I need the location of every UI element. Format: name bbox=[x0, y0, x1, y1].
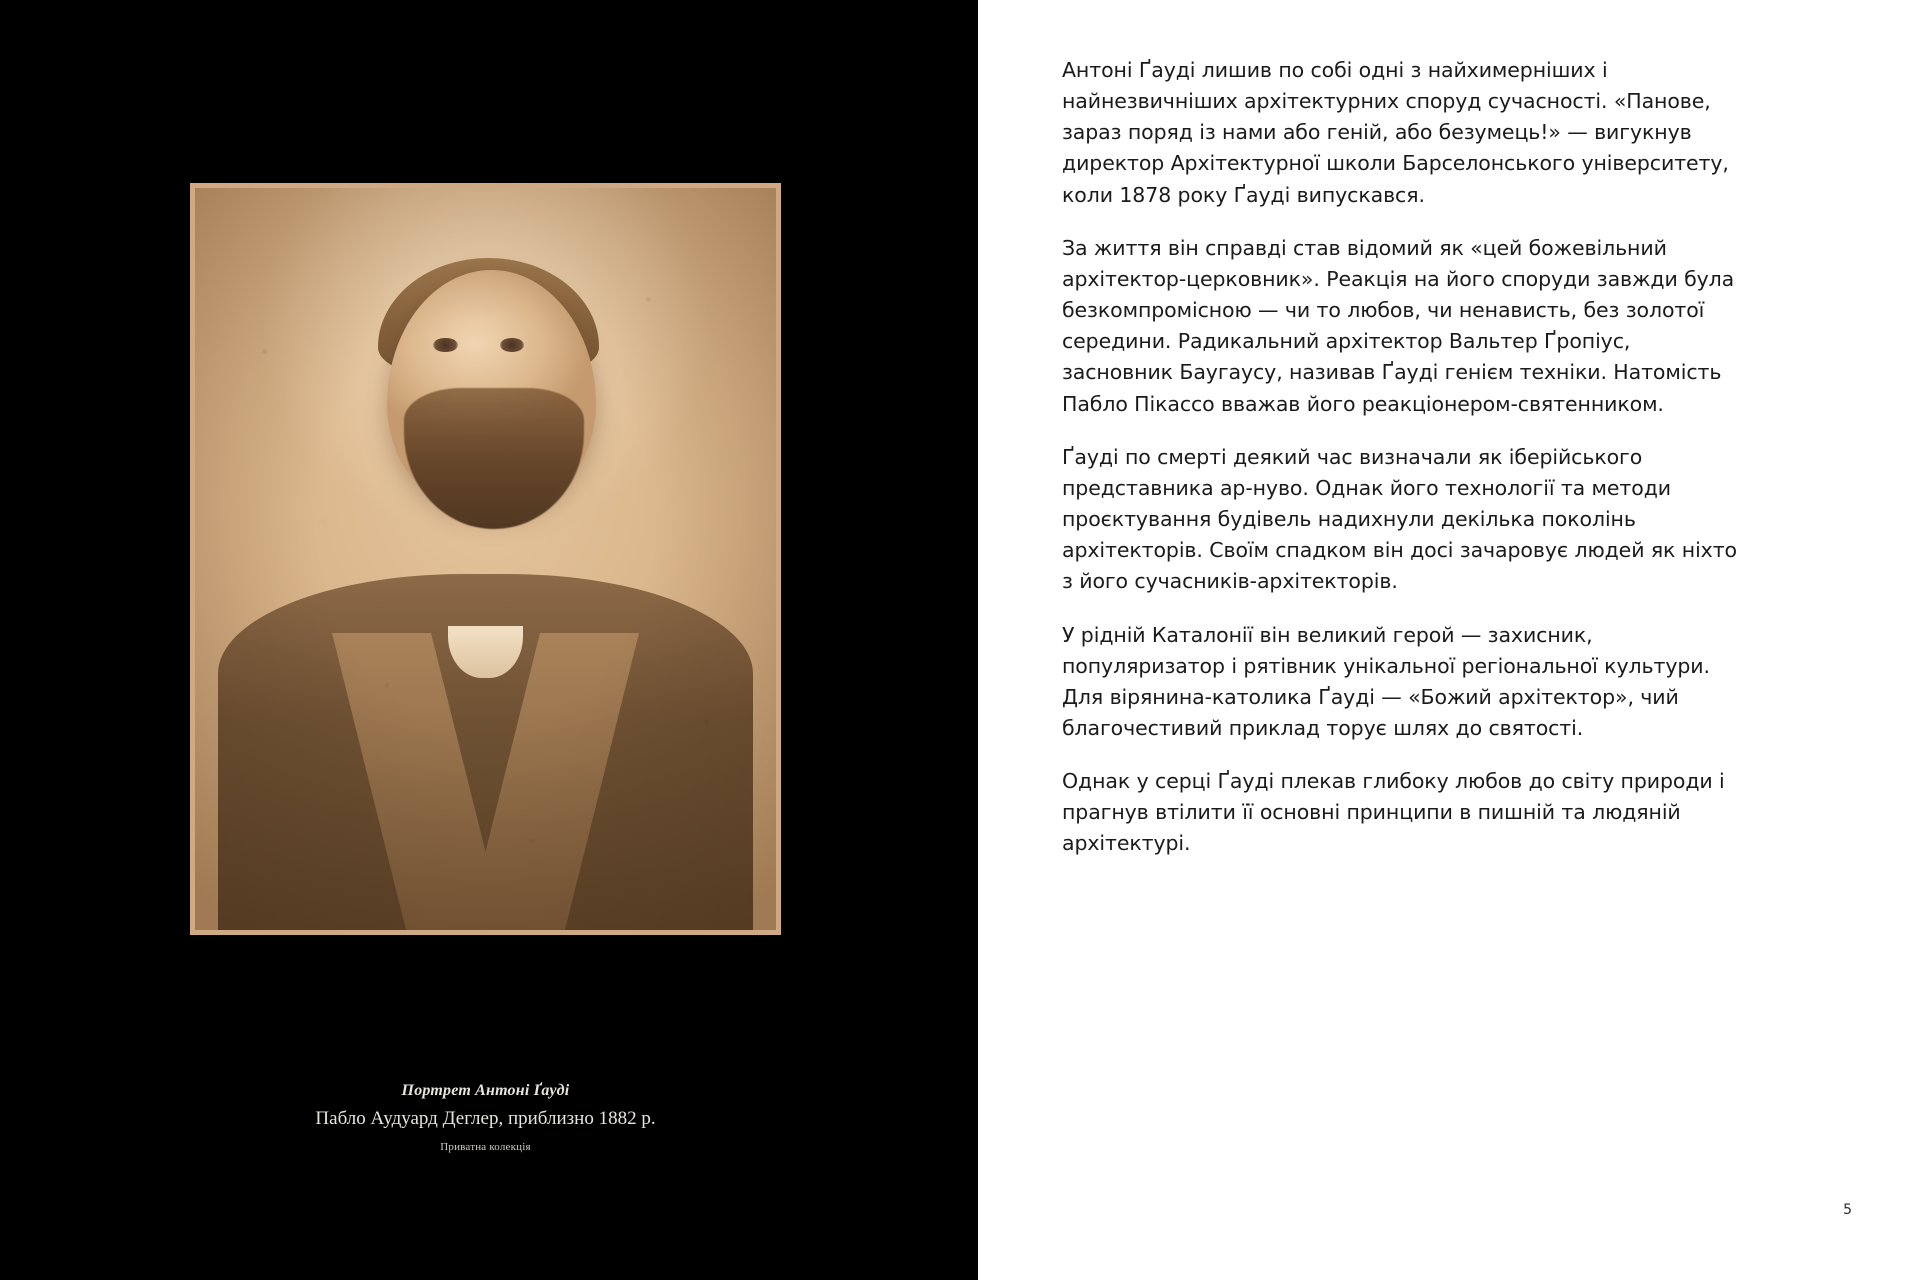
paragraph: Однак у серці Ґауді плекав глибоку любов до світу природи і прагнув втілити її основні принципи в пишній та людяній архітектурі. bbox=[1062, 769, 1725, 856]
right-page bbox=[978, 0, 1920, 1280]
caption-source: Приватна колекція bbox=[440, 1141, 531, 1154]
paragraph: За життя він справді став відомий як «цей божевільний архітектор-церковник». Реакція на його споруди завжди була безкомпромісною — чи то любов, чи ненависть, без золотої середини. Радикальний архітектор Вальтер Ґропіус, засновник Баугаусу, називав Ґауді генієм техніки. Натомість Пабло Пікассо вважав його реакціонером-святенником. bbox=[1062, 235, 1735, 416]
body-text-column bbox=[1062, 55, 1742, 860]
paragraph: У рідній Каталонії він великий герой — захисник, популяризатор і рятівник унікальної регіональної культури. Для вірянина-католика Ґауді — «Божий архітектор», чий благочестивий приклад торує шлях до святості. bbox=[1062, 622, 1710, 740]
caption-author: Пабло Аудуард Деглер, приблизно 1882 р. bbox=[315, 1107, 656, 1129]
page-number: 5 bbox=[1843, 1202, 1852, 1218]
photo-vignette bbox=[195, 188, 776, 930]
paragraph: Ґауді по смерті деякий час визначали як іберійського представника ар-нуво. Однак його технології та методи проєктування будівель надихнули декілька поколінь архітекторів. Своїм спадком він досі зачаровує людей як ніхто з його сучасників-архітекторів. bbox=[1062, 444, 1737, 594]
portrait-photo-antoni-gaudi bbox=[195, 188, 776, 930]
paragraph: Антоні Ґауді лишив по собі одні з найхимерніших і найнезвичніших архітектурних споруд сучасності. «Панове, зараз поряд із нами або геній, або безумець!» — вигукнув директор Архітектурної школи Барселонського університету, коли 1878 року Ґауді випускався. bbox=[1062, 58, 1729, 207]
photo-caption bbox=[190, 1080, 781, 1153]
caption-title: Портрет Антоні Ґауді bbox=[401, 1082, 570, 1099]
portrait-photo-frame bbox=[190, 183, 781, 935]
